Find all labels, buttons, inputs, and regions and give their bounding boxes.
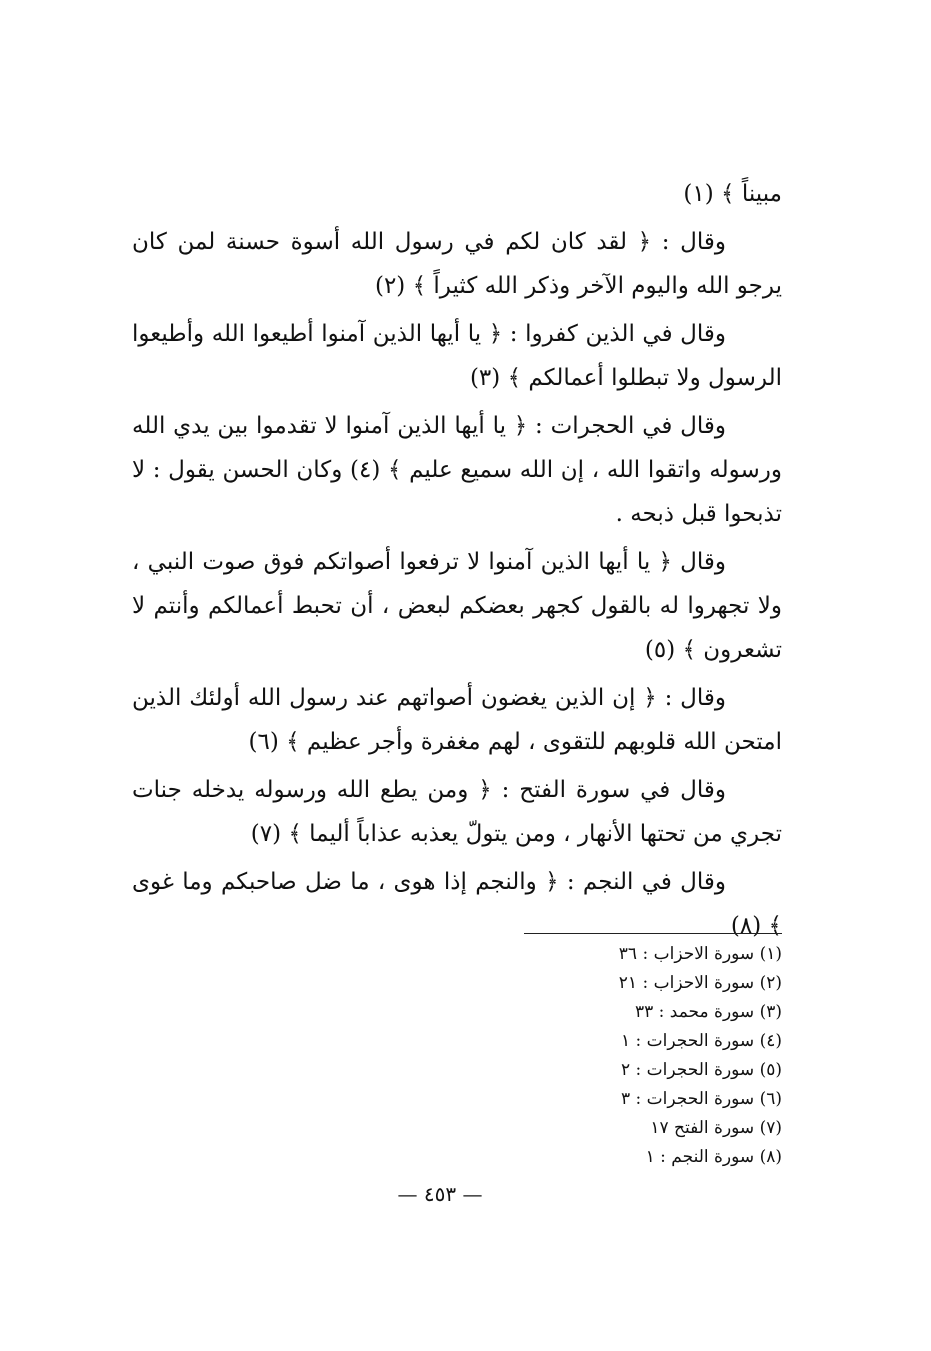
main-text [132,172,782,948]
footnote-divider [524,933,782,934]
footnote-2: (٢) سورة الاحزاب : ٢١ [618,973,782,993]
footnote-3: (٣) سورة محمد : ٣٣ [635,1002,782,1022]
page-number: — ٤٥٣ — [397,1182,483,1206]
paragraph-7: وقال في سورة الفتح : ﴿ ومن يطع الله ورسوله يدخله جنات تجري من تحتها الأنهار ، ومن يتولّ يعذبه عذاباً أليما ﴾ (٧) [132,777,782,847]
footnotes [520,940,782,1172]
footnote-8: (٨) سورة النجم : ١ [645,1147,782,1167]
paragraph-2: وقال : ﴿ لقد كان لكم في رسول الله أسوة حسنة لمن كان يرجو الله واليوم الآخر وذكر الله كثيراً ﴾ (٢) [132,229,782,299]
paragraph-4: وقال في الحجرات : ﴿ يا أيها الذين آمنوا لا تقدموا بين يدي الله ورسوله واتقوا الله ، إن الله سميع عليم ﴾ (٤) وكان الحسن يقول : لا تذبحوا قبل ذبحه . [132,413,782,527]
footnote-4: (٤) سورة الحجرات : ١ [621,1031,782,1051]
footnote-5: (٥) سورة الحجرات : ٢ [621,1060,782,1080]
paragraph-8: وقال في النجم : ﴿ والنجم إذا هوى ، ما ضل صاحبكم وما غوى ﴾ (٨) [132,869,782,939]
paragraph-3: وقال في الذين كفروا : ﴿ يا أيها الذين آمنوا أطيعوا الله وأطيعوا الرسول ولا تبطلوا أعمالكم ﴾ (٣) [132,321,782,391]
paragraph-1: مبيناً ﴾ (١) [683,181,782,207]
footnote-1: (١) سورة الاحزاب : ٣٦ [618,944,782,964]
paragraph-6: وقال : ﴿ إن الذين يغضون أصواتهم عند رسول الله أولئك الذين امتحن الله قلوبهم للتقوى ، لهم مغفرة وأجر عظيم ﴾ (٦) [132,685,782,755]
paragraph-5: وقال ﴿ يا أيها الذين آمنوا لا ترفعوا أصواتكم فوق صوت النبي ، ولا تجهروا له بالقول كجهر بعضكم لبعض ، أن تحبط أعمالكم وأنتم لا تشعرون ﴾ (٥) [132,549,782,663]
footnote-6: (٦) سورة الحجرات : ٣ [621,1089,782,1109]
footnote-7: (٧) سورة الفتح ١٧ [650,1118,782,1138]
